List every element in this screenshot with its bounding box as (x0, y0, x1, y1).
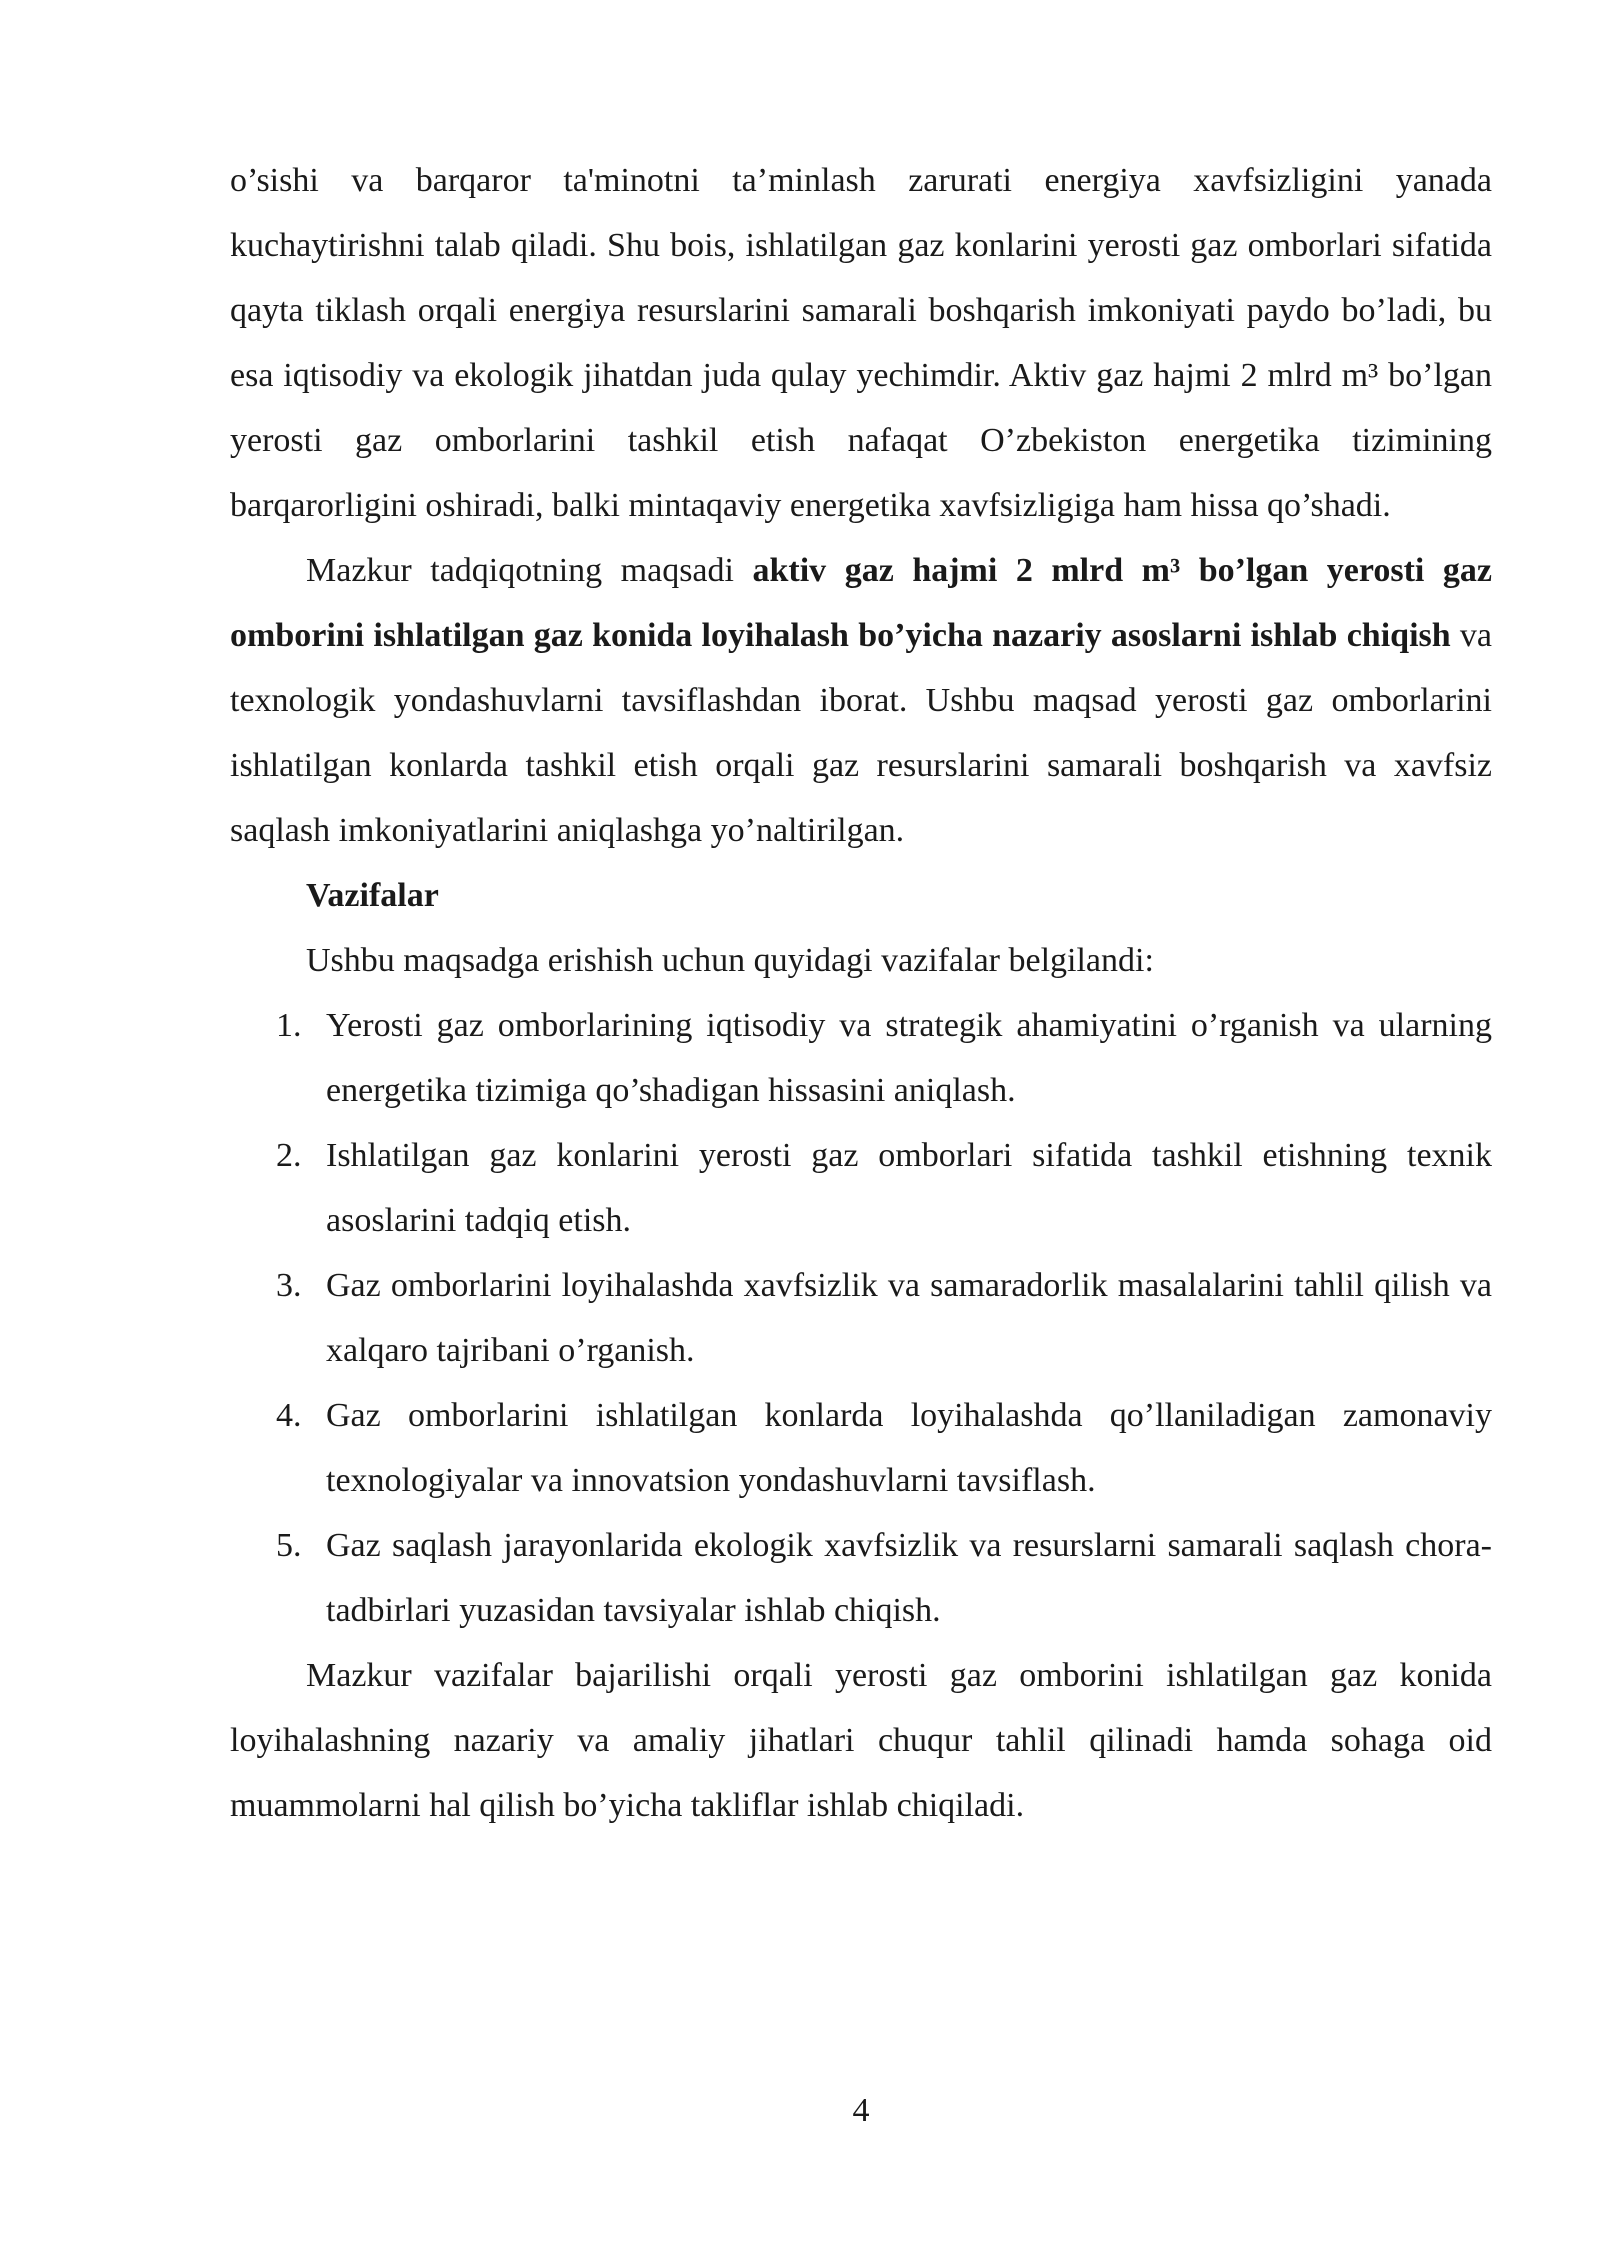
goal-text-start: Mazkur tadqiqotning maqsadi (306, 552, 753, 589)
paragraph-1: o’sishi va barqaror ta'minotni ta’minlash zarurati energiya xavfsizligini yanada kuchaytirishni talab qiladi. Shu bois, ishlatilgan gaz konlarini yerosti gaz omborlari sifatida qayta tiklash orqali energiya resurslarini samarali boshqarish imkoniyati paydo bo’ladi, bu esa iqtisodiy va ekologik jihatdan juda qulay yechimdir. Aktiv gaz hajmi 2 mlrd m³ bo’lgan yerosti gaz omborlarini tashkil etish nafaqat O’zbekiston energetika tizimining barqarorligini oshiradi, balki mintaqaviy energetika xavfsizligiga ham hissa qo’shadi. (230, 162, 1492, 524)
tasks-list (230, 993, 1492, 1643)
list-item-text: Gaz omborlarini loyihalashda xavfsizlik va samaradorlik masalalarini tahlil qilish va xalqaro tajribani o’rganish. (326, 1267, 1492, 1369)
goal-text-end: va texnologik yondashuvlarni tavsiflashdan iborat. Ushbu maqsad yerosti gaz omborlarini ishlatilgan konlarda tashkil etish orqali gaz resurslarini samarali boshqarish va xavfsiz saqlash imkoniyatlarini aniqlashga yo’naltirilgan. (230, 617, 1492, 849)
list-item-number: 3. (276, 1267, 302, 1304)
list-item-text: Gaz saqlash jarayonlarida ekologik xavfsizlik va resurslarni samarali saqlash chora-tadbirlari yuzasidan tavsiyalar ishlab chiqish. (326, 1527, 1492, 1629)
goal-text-bold: aktiv gaz hajmi 2 mlrd m³ bo’lgan yerosti gaz omborini ishlatilgan gaz konida loyihalash bo’yicha nazariy asoslarni ishlab chiqish (230, 552, 1492, 654)
list-item-number: 4. (276, 1397, 302, 1434)
tasks-intro: Ushbu maqsadga erishish uchun quyidagi vazifalar belgilandi: (306, 942, 1154, 979)
list-item (230, 1513, 1492, 1643)
list-item-text: Gaz omborlarini ishlatilgan konlarda loyihalashda qo’llaniladigan zamonaviy texnologiyalar va innovatsion yondashuvlarni tavsiflash. (326, 1397, 1492, 1499)
list-item-text: Ishlatilgan gaz konlarini yerosti gaz omborlari sifatida tashkil etishning texnik asoslarini tadqiq etish. (326, 1137, 1492, 1239)
paragraph-conclusion: Mazkur vazifalar bajarilishi orqali yerosti gaz omborini ishlatilgan gaz konida loyihalashning nazariy va amaliy jihatlari chuqur tahlil qilinadi hamda sohaga oid muammolarni hal qilish bo’yicha takliflar ishlab chiqiladi. (230, 1657, 1492, 1824)
paragraph-goal (230, 538, 1492, 863)
list-item-number: 2. (276, 1137, 302, 1174)
page-number: 4 (852, 2092, 870, 2129)
page-body (230, 148, 1492, 1838)
list-item (230, 993, 1492, 1123)
list-item (230, 1123, 1492, 1253)
list-item-text: Yerosti gaz omborlarining iqtisodiy va strategik ahamiyatini o’rganish va ularning energetika tizimiga qo’shadigan hissasini aniqlash. (326, 1007, 1492, 1109)
list-item (230, 1383, 1492, 1513)
section-heading: Vazifalar (306, 877, 439, 914)
list-item-number: 5. (276, 1527, 302, 1564)
list-item-number: 1. (276, 1007, 302, 1044)
list-item (230, 1253, 1492, 1383)
